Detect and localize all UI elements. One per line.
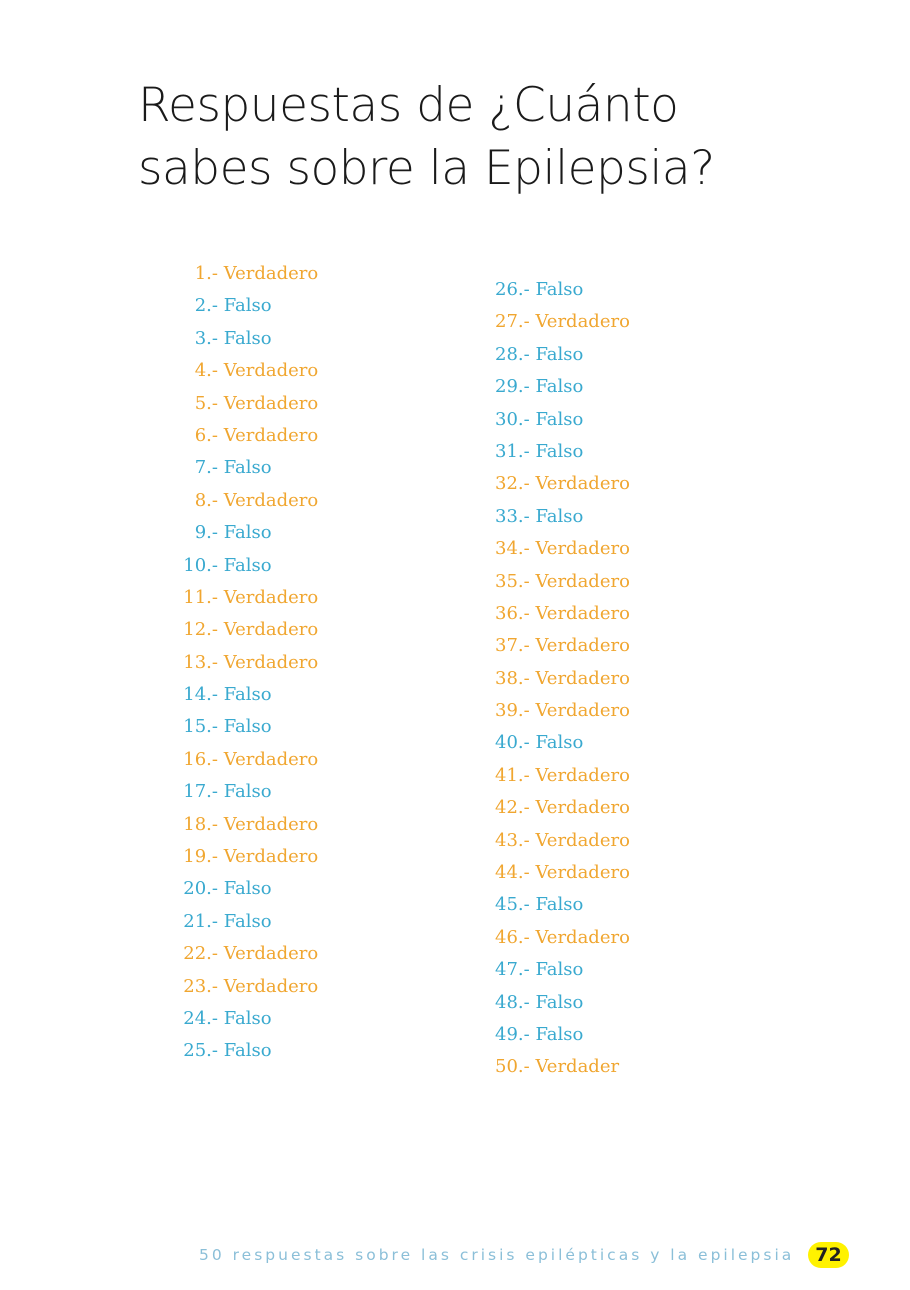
- answer-number: 18.-: [183, 813, 218, 835]
- answer-item: [495, 1019, 630, 1051]
- answer-item: [172, 906, 318, 938]
- answer-number: 46.-: [495, 926, 530, 948]
- answer-number: 22.-: [183, 943, 218, 965]
- answer-number: 45.-: [495, 894, 530, 916]
- answer-item: [172, 550, 318, 582]
- answer-number: 28.-: [495, 343, 530, 365]
- answer-item: [172, 517, 318, 549]
- answer-value: Falso: [223, 327, 272, 349]
- answer-number: 20.-: [183, 878, 218, 900]
- footer-text: 50 respuestas sobre las crisis epilépticas y la epilepsia: [199, 1246, 795, 1264]
- answer-value: Falso: [535, 408, 584, 430]
- answer-item: [495, 889, 630, 921]
- answer-item: [495, 630, 630, 662]
- answer-number: 1.-: [194, 263, 218, 284]
- answer-number: 33.-: [495, 505, 530, 527]
- answer-item: [495, 274, 630, 306]
- answer-number: 10.-: [183, 554, 218, 576]
- answer-number: 36.-: [495, 602, 530, 624]
- answer-number: 26.-: [495, 279, 530, 300]
- answer-item: [495, 792, 630, 824]
- answer-number: 47.-: [495, 959, 530, 981]
- answer-value: Verdadero: [535, 829, 630, 851]
- answer-number: 15.-: [183, 716, 218, 738]
- answer-item: [495, 598, 630, 630]
- answer-item: [495, 404, 630, 436]
- answer-value: Verdadero: [223, 813, 319, 835]
- answer-value: Verdadero: [535, 764, 630, 786]
- answer-number: 13.-: [183, 651, 218, 673]
- answer-value: Falso: [223, 295, 272, 317]
- answer-item: [495, 857, 630, 889]
- answer-value: Falso: [535, 732, 584, 754]
- answer-item: [172, 776, 318, 808]
- answer-value: Verdadero: [535, 700, 630, 722]
- answer-value: Verdadero: [223, 619, 319, 641]
- answer-value: Falso: [223, 878, 272, 900]
- answer-number: 5.-: [194, 392, 218, 414]
- answer-value: Falso: [223, 1007, 272, 1029]
- answer-number: 4.-: [194, 360, 218, 382]
- answer-number: 32.-: [495, 473, 530, 495]
- answer-number: 49.-: [495, 1023, 530, 1045]
- answer-item: [495, 468, 630, 500]
- answer-item: [495, 566, 630, 598]
- answer-item: [172, 485, 318, 517]
- answer-item: [172, 679, 318, 711]
- answer-item: [172, 452, 318, 484]
- answer-item: [495, 306, 630, 338]
- answer-number: 27.-: [495, 311, 530, 333]
- answer-item: [495, 533, 630, 565]
- answer-value: Verdadero: [535, 667, 630, 689]
- answer-number: 43.-: [495, 829, 530, 851]
- answer-value: Falso: [535, 279, 584, 300]
- answer-item: [172, 809, 318, 841]
- answer-item: [172, 971, 318, 1003]
- answer-value: Falso: [223, 522, 272, 544]
- answer-value: Verdader: [535, 1056, 620, 1078]
- answer-item: [495, 339, 630, 371]
- answer-value: Falso: [223, 554, 272, 576]
- answer-item: [495, 954, 630, 986]
- answer-item: [172, 711, 318, 743]
- answer-item: [495, 760, 630, 792]
- answer-item: [495, 501, 630, 533]
- answer-item: [172, 258, 318, 290]
- answer-number: 8.-: [194, 489, 218, 511]
- answer-number: 11.-: [183, 586, 218, 608]
- answer-number: 17.-: [183, 781, 218, 803]
- answer-number: 21.-: [183, 910, 218, 932]
- answer-number: 34.-: [495, 538, 530, 560]
- answer-value: Falso: [535, 376, 584, 398]
- answer-value: Falso: [535, 991, 584, 1013]
- answer-value: Verdadero: [535, 570, 630, 592]
- answer-value: Verdadero: [223, 748, 319, 770]
- answer-number: 42.-: [495, 797, 530, 819]
- answer-item: [172, 841, 318, 873]
- answer-item: [495, 727, 630, 759]
- answer-item: [172, 744, 318, 776]
- answer-item: [172, 938, 318, 970]
- answer-number: 44.-: [495, 862, 530, 884]
- page-title: [138, 74, 838, 200]
- answer-value: Falso: [223, 716, 272, 738]
- answer-number: 29.-: [495, 376, 530, 398]
- answer-number: 2.-: [194, 295, 218, 317]
- answer-value: Falso: [223, 684, 272, 706]
- answer-number: 23.-: [183, 975, 218, 997]
- answer-number: 40.-: [495, 732, 530, 754]
- answer-number: 24.-: [183, 1007, 218, 1029]
- answer-item: [495, 695, 630, 727]
- answer-item: [172, 1003, 318, 1035]
- answer-value: Verdadero: [223, 424, 319, 446]
- answer-number: 35.-: [495, 570, 530, 592]
- answer-list-column-1: [172, 258, 318, 1068]
- answer-item: [495, 825, 630, 857]
- answer-value: Verdadero: [535, 602, 630, 624]
- answer-number: 38.-: [495, 667, 530, 689]
- answer-value: Verdadero: [535, 538, 630, 560]
- answer-item: [172, 582, 318, 614]
- answer-number: 12.-: [183, 619, 218, 641]
- answer-value: Verdadero: [223, 943, 319, 965]
- answer-value: Falso: [535, 959, 584, 981]
- answer-item: [495, 436, 630, 468]
- answer-number: 16.-: [183, 748, 218, 770]
- page-title-line-1: Respuestas de ¿Cuánto: [138, 78, 679, 133]
- answer-number: 48.-: [495, 991, 530, 1013]
- answer-value: Verdadero: [223, 846, 319, 868]
- answer-value: Verdadero: [223, 360, 319, 382]
- answer-item: [495, 987, 630, 1019]
- answer-value: Verdadero: [223, 263, 319, 284]
- answer-item: [172, 614, 318, 646]
- answer-value: Verdadero: [223, 651, 319, 673]
- page-footer: [199, 1240, 849, 1270]
- answer-item: [495, 922, 630, 954]
- answer-number: 14.-: [183, 684, 218, 706]
- answer-number: 9.-: [194, 522, 218, 544]
- answer-item: [172, 290, 318, 322]
- answer-number: 41.-: [495, 764, 530, 786]
- answer-value: Falso: [223, 457, 272, 479]
- answer-value: Verdadero: [535, 862, 630, 884]
- answer-number: 30.-: [495, 408, 530, 430]
- answer-item: [172, 647, 318, 679]
- answer-number: 39.-: [495, 700, 530, 722]
- answer-item: [495, 371, 630, 403]
- answer-number: 19.-: [183, 846, 218, 868]
- answer-number: 3.-: [194, 327, 218, 349]
- answer-value: Verdadero: [535, 797, 630, 819]
- answer-item: [495, 1051, 630, 1083]
- answer-list-column-2: [495, 274, 630, 1084]
- answer-item: [172, 323, 318, 355]
- answer-number: 7.-: [194, 457, 218, 479]
- answer-item: [172, 420, 318, 452]
- answer-value: Falso: [535, 1023, 584, 1045]
- answer-value: Verdadero: [535, 311, 630, 333]
- answer-number: 50.-: [495, 1056, 530, 1078]
- answer-value: Falso: [535, 505, 584, 527]
- answer-item: [172, 388, 318, 420]
- answer-value: Falso: [223, 1040, 272, 1062]
- answer-item: [495, 663, 630, 695]
- answer-value: Verdadero: [535, 926, 630, 948]
- answer-value: Falso: [223, 910, 272, 932]
- answer-value: Verdadero: [223, 975, 319, 997]
- answer-item: [172, 355, 318, 387]
- answer-value: Verdadero: [223, 392, 319, 414]
- answer-number: 6.-: [194, 424, 218, 446]
- answer-item: [172, 873, 318, 905]
- page-number-badge: 72: [808, 1242, 848, 1268]
- answer-number: 31.-: [495, 440, 530, 462]
- answer-value: Verdadero: [535, 473, 630, 495]
- answer-value: Falso: [535, 343, 584, 365]
- answer-value: Verdadero: [535, 635, 630, 657]
- page-title-line-2: sabes sobre la Epilepsia?: [138, 141, 715, 196]
- answer-value: Verdadero: [223, 489, 319, 511]
- answer-value: Falso: [223, 781, 272, 803]
- answer-value: Verdadero: [223, 586, 319, 608]
- answer-value: Falso: [535, 894, 584, 916]
- answer-number: 25.-: [183, 1040, 218, 1062]
- answer-item: [172, 1035, 318, 1067]
- answer-number: 37.-: [495, 635, 530, 657]
- answer-value: Falso: [535, 440, 584, 462]
